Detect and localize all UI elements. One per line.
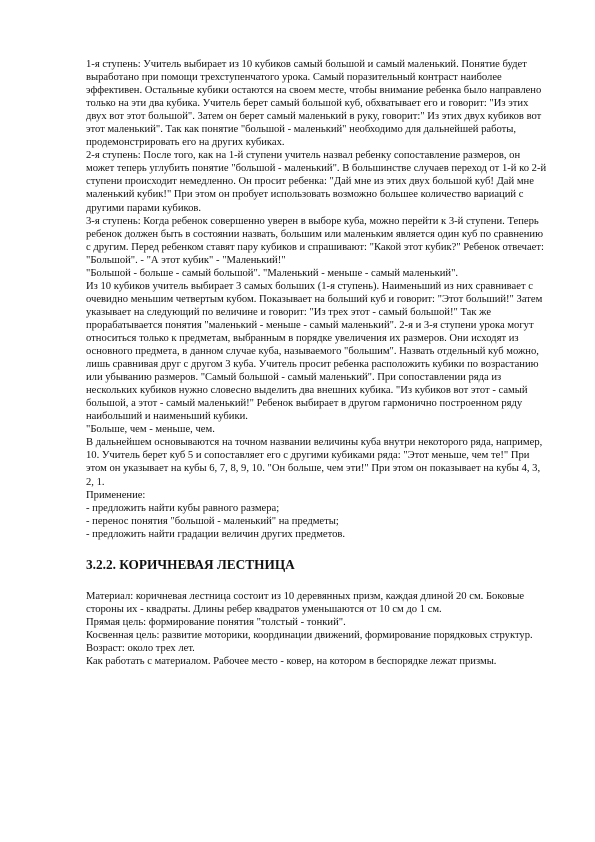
paragraph-age: Возраст: около трех лет.	[86, 642, 195, 654]
section-heading: 3.2.2. КОРИЧНЕВАЯ ЛЕСТНИЦА	[86, 556, 295, 572]
paragraph-step-1: 1-я ступень: Учитель выбирает из 10 кубиков самый большой и самый маленький. Понятие будет выработано при помощи трехступенчатого урока. Самый поразительный контраст наиболее эффективен. Остальные кубики остаются на своем месте, чтобы внимание ребенка было направлено только на эти два кубика. Учитель берет самый большой куб, обхватывает его и говорит: "Из этих двух вот этот большой". Затем он берет самый маленький в руку, говорит:" Из этих двух кубиков вот этот маленький". Так как понятие "большой - маленький" необходимо для дальнейшей работы, продемонстрировать его на других кубиках.	[86, 59, 542, 149]
paragraph-row-comparison: В дальнейшем основываются на точном названии величины куба внутри некоторого ряда, например, 10. Учитель берет куб 5 и сопоставляет его с другими кубиками ряда: "Этот меньше, чем те!" При этом он указывает на кубы 6, 7, 8, 9, 10. "Он больше, чем эти!" При этом он показывает на кубы 4, 3, 2, 1.	[86, 437, 543, 488]
list-item-gradations: - предложить найти градации величин других предметов.	[86, 528, 346, 540]
paragraph-indirect-goal: Косвенная цель: развитие моторики, координации движений, формирование порядковых структур.	[86, 629, 533, 641]
paragraph-direct-goal: Прямая цель: формирование понятия "толстый - тонкий".	[86, 616, 346, 628]
list-item-equal-cubes: - предложить найти кубы равного размера;	[86, 502, 280, 514]
paragraph-how-to-work: Как работать с материалом. Рабочее место - ковер, на котором в беспорядке лежат призмы.	[86, 655, 497, 667]
paragraph-big-small-terms: "Большой - больше - самый большой". "Маленький - меньше - самый маленький".	[86, 267, 459, 279]
paragraph-three-cubes: Из 10 кубиков учитель выбирает 3 самых больших (1-я ступень). Наименьший из них сравнивает с очевидно меньшим четвертым кубом. Показывает на больший куб и говорит: "Этот больший!" Затем указывает на следующий по величине и говорит: "Из трех этот - самый большой!" Так же прорабатывается понятия "маленький - меньше - самый маленький". 2-я и 3-я ступени урока могут относиться только к предметам, выбранным в порядке увеличения их размеров. Они исходят из основного предмета, в данном случае куба, называемого "большим". Назвать отдельный куб можно, лишь сравнивая друг с другом 3 куба. Учитель просит ребенка расположить кубики по возрастанию или убыванию размеров. "Самый большой - самый маленький". При сопоставлении ряда из нескольких кубиков нужно словесно выделить два внешних кубика. "Из кубиков вот этот - самый большой, а этот - самый маленький!" Ребенок выбирает в другом гармонично построенном ряду наибольший и наименьший кубики.	[86, 280, 543, 423]
paragraph-application-label: Применение:	[86, 489, 146, 501]
document-page	[86, 58, 548, 668]
paragraph-material: Материал: коричневая лестница состоит из 10 деревянных призм, каждая длиной 20 см. Боковые стороны их - квадраты. Длины ребер квадратов уменьшаются от 10 см до 1 см.	[86, 590, 525, 615]
list-item-transfer-concept: - перенос понятия "большой - маленький" на предметы;	[86, 515, 339, 527]
paragraph-step-2: 2-я ступень: После того, как на 1-й ступени учитель назвал ребенку сопоставление размеров, он может теперь углубить понятие "большой - маленький". В большинстве случаев переход от 1-й ко 2-й ступени происходит немедленно. Он просит ребенка: "Дай мне из этих двух большой куб! Дай мне маленький кубик!" При этом он пробует использовать возможно большее количество вариаций с другими парами кубиков.	[86, 150, 547, 214]
paragraph-step-3: 3-я ступень: Когда ребенок совершенно уверен в выборе куба, можно перейти к 3-й ступени. Теперь ребенок должен быть в состоянии назвать, большим или маленьким является один куб по сравнению с другим. Перед ребенком ставят пару кубиков и спрашивают: "Какой этот кубик?" Ребенок отвечает: "Большой". - "А этот кубик" - "Маленький!"	[86, 215, 544, 266]
paragraph-more-less-terms: "Больше, чем - меньше, чем.	[86, 424, 215, 436]
